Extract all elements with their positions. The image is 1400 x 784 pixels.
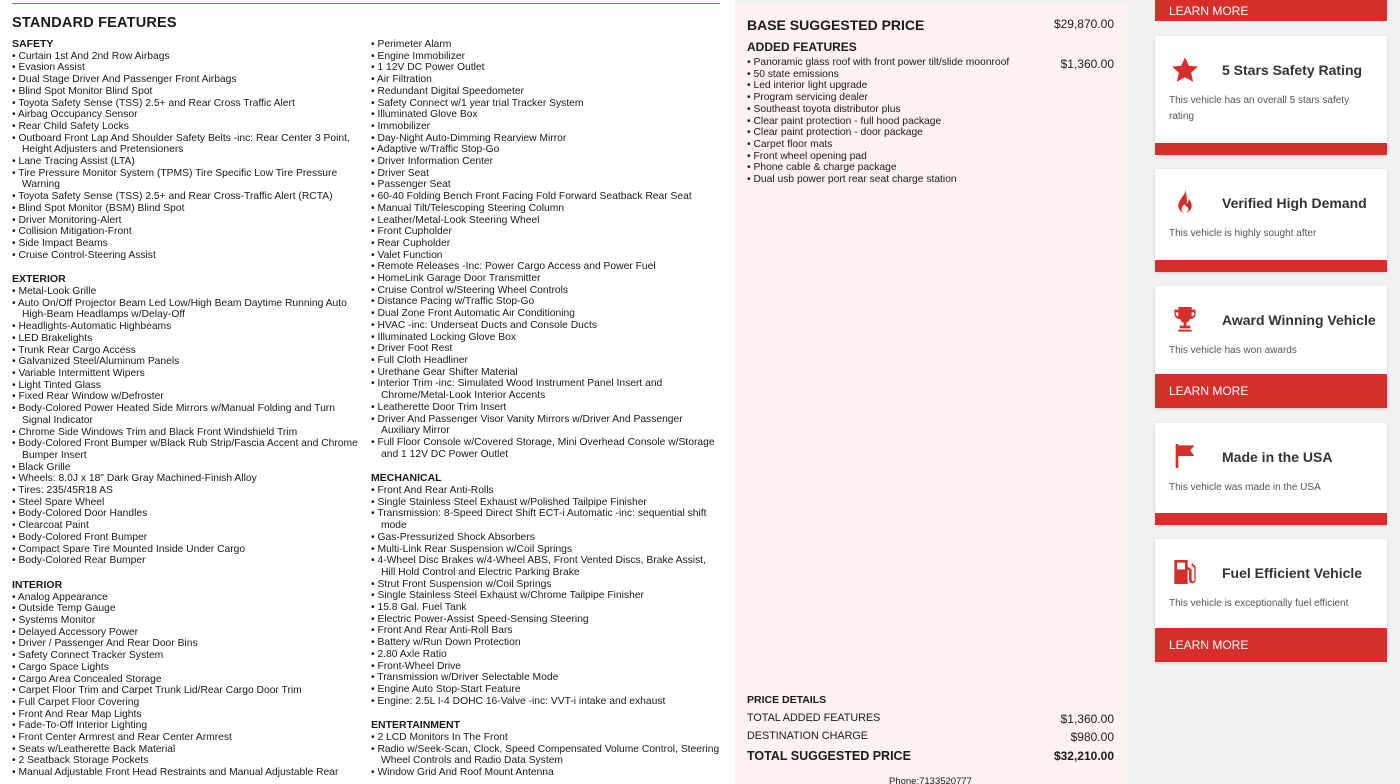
list-item: • Cargo Area Concealed Storage — [12, 674, 362, 686]
fuel-pump-icon — [1169, 556, 1201, 588]
list-item: • Phone cable & charge package — [747, 162, 1027, 174]
list-item: • Front And Rear Anti-Rolls — [371, 485, 723, 497]
list-item: • Leatherette Door Trim Insert — [371, 402, 723, 414]
list-item: • Cargo Space Lights — [12, 662, 362, 674]
total-price-row — [747, 749, 1114, 763]
list-item: • 4-Wheel Disc Brakes w/4-Wheel ABS, Front Vented Discs, Brake Assist, Hill Hold Control and Electric Parking Brake — [371, 555, 723, 578]
feature-section — [12, 39, 362, 261]
list-item: • Passenger Seat — [371, 179, 723, 191]
list-item: • Immobilizer — [371, 121, 723, 133]
list-item: • Clear paint protection - full hood package — [747, 116, 1027, 128]
list-item: • 60-40 Folding Bench Front Facing Fold Forward Seatback Rear Seat — [371, 191, 723, 203]
list-item: • Led interior light upgrade — [747, 80, 1027, 92]
card-accent-bar — [1155, 260, 1387, 272]
total-added-value: $1,360.00 — [1060, 712, 1114, 726]
destination-value: $980.00 — [1070, 730, 1114, 744]
base-price-value: $29,870.00 — [1053, 17, 1114, 31]
list-item: • Front And Rear Map Lights — [12, 709, 362, 721]
list-item: • Air Filtration — [371, 74, 723, 86]
list-item: • Distance Pacing w/Traffic Stop-Go — [371, 296, 723, 308]
card-title: Made in the USA — [1222, 449, 1333, 465]
list-item: • Wheels: 8.0J x 18" Dark Gray Machined-Finish Alloy — [12, 473, 362, 485]
list-item: • Cruise Control-Steering Assist — [12, 250, 362, 262]
card-description: This vehicle is exceptionally fuel efficient — [1169, 598, 1349, 609]
list-item: • HomeLink Garage Door Transmitter — [371, 273, 723, 285]
list-item: • Body-Colored Front Bumper — [12, 532, 362, 544]
list-item: • Clear paint protection - door package — [747, 127, 1027, 139]
list-item: • Curtain 1st And 2nd Row Airbags — [12, 51, 362, 63]
list-item: • Strut Front Suspension w/Coil Springs — [371, 579, 723, 591]
list-item: • Driver / Passenger And Rear Door Bins — [12, 638, 362, 650]
list-item: • 50 state emissions — [747, 69, 1027, 81]
list-item: • Collision Mitigation-Front — [12, 226, 362, 238]
dealer-phone: Phone:7133520777 — [889, 776, 972, 784]
card-description: This vehicle has an overall 5 stars safety rating — [1169, 95, 1350, 122]
list-item: • Full Floor Console w/Covered Storage, Mini Overhead Console w/Storage and 1 12V DC Power Outlet — [371, 437, 723, 460]
card-title: 5 Stars Safety Rating — [1222, 62, 1363, 78]
list-item: • Compact Spare Tire Mounted Inside Under Cargo — [12, 544, 362, 556]
list-item: • Engine Immobilizer — [371, 51, 723, 63]
star-icon — [1169, 54, 1201, 86]
feature-section-heading: MECHANICAL — [371, 472, 442, 485]
list-item: • Trunk Rear Cargo Access — [12, 345, 362, 357]
list-item: • Manual Tilt/Telescoping Steering Column — [371, 203, 723, 215]
card-fuel-efficient — [1155, 539, 1387, 662]
list-item: • Carpet Floor Trim and Carpet Trunk Lid/Rear Cargo Door Trim — [12, 685, 362, 697]
list-item: • Variable Intermittent Wipers — [12, 368, 362, 380]
list-item: • Metal-Look Grille — [12, 286, 362, 298]
list-item: • Body-Colored Door Handles — [12, 508, 362, 520]
list-item: • Fade-To-Off Interior Lighting — [12, 720, 362, 732]
card-made-in-usa — [1155, 423, 1387, 525]
list-item: • Multi-Link Rear Suspension w/Coil Springs — [371, 544, 723, 556]
list-item: • Adaptive w/Traffic Stop-Go — [371, 144, 723, 156]
flag-icon — [1169, 440, 1201, 472]
list-item: • Front-Wheel Drive — [371, 661, 723, 673]
list-item: • Delayed Accessory Power — [12, 627, 362, 639]
list-item: • Systems Monitor — [12, 615, 362, 627]
list-item: • Steel Spare Wheel — [12, 497, 362, 509]
list-item: • Single Stainless Steel Exhaust w/Polished Tailpipe Finisher — [371, 497, 723, 509]
list-item: • Panoramic glass roof with front power tilt/slide moonroof — [747, 57, 1027, 69]
list-item: • Front And Rear Anti-Roll Bars — [371, 625, 723, 637]
divider — [12, 3, 370, 4]
list-item: • Front Cupholder — [371, 226, 723, 238]
features-column-right — [371, 39, 723, 784]
list-item: • Single Stainless Steel Exhaust w/Chrome Tailpipe Finisher — [371, 590, 723, 602]
list-item: • Transmission: 8-Speed Direct Shift ECT-i Automatic -inc: sequential shift mode — [371, 508, 723, 531]
feature-section — [371, 39, 723, 460]
destination-label: DESTINATION CHARGE — [747, 730, 868, 742]
card-accent-bar — [1155, 143, 1387, 155]
list-item: • Safety Connect w/1 year trial Tracker System — [371, 98, 723, 110]
added-features-list — [747, 57, 1027, 186]
card-title: Verified High Demand — [1222, 195, 1367, 211]
feature-section — [12, 274, 362, 567]
list-item: • Carpet floor mats — [747, 139, 1027, 151]
list-item: • Black Grille — [12, 462, 362, 474]
list-item: • Dual Zone Front Automatic Air Conditioning — [371, 308, 723, 320]
list-item: • Gas-Pressurized Shock Absorbers — [371, 532, 723, 544]
list-item: • Body-Colored Front Bumper w/Black Rub Strip/Fascia Accent and Chrome Bumper Insert — [12, 438, 362, 461]
list-item: • Illuminated Locking Glove Box — [371, 332, 723, 344]
list-item: • Engine Auto Stop-Start Feature — [371, 684, 723, 696]
list-item: • Program servicing dealer — [747, 92, 1027, 104]
standard-features-title: STANDARD FEATURES — [12, 15, 177, 31]
list-item: • Leather/Metal-Look Steering Wheel — [371, 215, 723, 227]
list-item: • Southeast toyota distributor plus — [747, 104, 1027, 116]
list-item: • Driver And Passenger Visor Vanity Mirrors w/Driver And Passenger Auxiliary Mirror — [371, 414, 723, 437]
feature-section — [371, 473, 723, 707]
card-title: Award Winning Vehicle — [1222, 312, 1376, 328]
list-item: • Rear Cupholder — [371, 238, 723, 250]
list-item: • Window Grid And Roof Mount Antenna — [371, 767, 723, 779]
card-award-winning — [1155, 286, 1387, 408]
list-item: • Radio w/Seek-Scan, Clock, Speed Compensated Volume Control, Steering Wheel Controls and Radio Data System — [371, 744, 723, 767]
list-item: • Perimeter Alarm — [371, 39, 723, 51]
list-item: • Driver Information Center — [371, 156, 723, 168]
feature-section-heading: SAFETY — [12, 38, 54, 50]
list-item: • Dual usb power port rear seat charge station — [747, 174, 1027, 186]
list-item: • Full Carpet Floor Covering — [12, 697, 362, 709]
list-item: • Toyota Safety Sense (TSS) 2.5+ and Rear Cross-Traffic Alert (RCTA) — [12, 191, 362, 203]
list-item: • Driver Seat — [371, 168, 723, 180]
list-item: • Blind Spot Monitor (BSM) Blind Spot — [12, 203, 362, 215]
card-description: This vehicle is highly sought after — [1169, 228, 1317, 239]
list-item: • Dual Stage Driver And Passenger Front Airbags — [12, 74, 362, 86]
list-item: • Interior Trim -inc: Simulated Wood Instrument Panel Insert and Chrome/Metal-Look Interior Accents — [371, 378, 723, 401]
card-high-demand — [1155, 169, 1387, 272]
list-item: • Analog Appearance — [12, 592, 362, 604]
total-price-value: $32,210.00 — [1053, 749, 1114, 763]
list-item: • Urethane Gear Shifter Material — [371, 367, 723, 379]
destination-row — [747, 730, 1114, 744]
list-item: • 15.8 Gal. Fuel Tank — [371, 602, 723, 614]
feature-section — [371, 720, 723, 779]
added-features-label: ADDED FEATURES — [747, 40, 857, 54]
list-item: • Transmission w/Driver Selectable Mode — [371, 672, 723, 684]
list-item: • Driver Monitoring-Alert — [12, 215, 362, 227]
list-item: • 2.80 Axle Ratio — [371, 649, 723, 661]
list-item: • Day-Night Auto-Dimming Rearview Mirror — [371, 133, 723, 145]
list-item: • 1 12V DC Power Outlet — [371, 62, 723, 74]
learn-more-button[interactable]: LEARN MORE — [1155, 628, 1387, 662]
list-item: • Body-Colored Rear Bumper — [12, 555, 362, 567]
divider — [370, 3, 720, 4]
list-item: • Front Center Armrest and Rear Center Armrest — [12, 732, 362, 744]
list-item: • HVAC -inc: Underseat Ducts and Console Ducts — [371, 320, 723, 332]
list-item: • Blind Spot Monitor Blind Spot — [12, 86, 362, 98]
list-item: • Body-Colored Power Heated Side Mirrors w/Manual Folding and Turn Signal Indicator — [12, 403, 362, 426]
total-added-row — [747, 712, 1114, 726]
list-item: • Airbag Occupancy Sensor — [12, 109, 362, 121]
list-item: • Illuminated Glove Box — [371, 109, 723, 121]
list-item: • Manual Adjustable Front Head Restraints and Manual Adjustable Rear — [12, 767, 362, 779]
price-panel — [735, 4, 1127, 784]
list-item: • Electric Power-Assist Speed-Sensing Steering — [371, 614, 723, 626]
learn-more-button[interactable]: LEARN MORE — [1155, 0, 1387, 21]
list-item: • Cruise Control w/Steering Wheel Controls — [371, 285, 723, 297]
list-item: • Auto On/Off Projector Beam Led Low/High Beam Daytime Running Auto High-Beam Headlamps w/Delay-Off — [12, 298, 362, 321]
trophy-icon — [1169, 303, 1201, 335]
list-item: • Full Cloth Headliner — [371, 355, 723, 367]
card-accent-bar — [1155, 513, 1387, 525]
flame-icon — [1169, 186, 1201, 218]
price-details-label: PRICE DETAILS — [747, 694, 827, 706]
list-item: • 2 Seatback Storage Pockets — [12, 755, 362, 767]
list-item: • Lane Tracing Assist (LTA) — [12, 156, 362, 168]
list-item: • Redundant Digital Speedometer — [371, 86, 723, 98]
list-item: • Chrome Side Windows Trim and Black Front Windshield Trim — [12, 427, 362, 439]
list-item: • Front wheel opening pad — [747, 151, 1027, 163]
list-item: • Valet Function — [371, 250, 723, 262]
list-item: • Fixed Rear Window w/Defroster — [12, 391, 362, 403]
list-item: • Headlights-Automatic Highbeams — [12, 321, 362, 333]
total-added-label: TOTAL ADDED FEATURES — [747, 712, 881, 724]
card-description: This vehicle was made in the USA — [1169, 482, 1321, 493]
list-item: • Outboard Front Lap And Shoulder Safety Belts -inc: Rear Center 3 Point, Height Adjusters and Pretensioners — [12, 133, 362, 156]
added-features-price: $1,360.00 — [1060, 57, 1114, 71]
list-item: • Clearcoat Paint — [12, 520, 362, 532]
list-item: • Tire Pressure Monitor System (TPMS) Tire Specific Low Tire Pressure Warning — [12, 168, 362, 191]
base-price-label: BASE SUGGESTED PRICE — [747, 17, 925, 33]
list-item: • Driver Foot Rest — [371, 343, 723, 355]
list-item: • Tires: 235/45R18 AS — [12, 485, 362, 497]
list-item: • Light Tinted Glass — [12, 380, 362, 392]
card-safety-rating — [1155, 36, 1387, 155]
card-description: This vehicle has won awards — [1169, 345, 1297, 356]
feature-section-heading: ENTERTAINMENT — [371, 719, 461, 732]
total-price-label: TOTAL SUGGESTED PRICE — [747, 749, 911, 763]
list-item: • Galvanized Steel/Aluminum Panels — [12, 356, 362, 368]
list-item: • Battery w/Run Down Protection — [371, 637, 723, 649]
learn-more-button[interactable]: LEARN MORE — [1155, 374, 1387, 408]
list-item: • Rear Child Safety Locks — [12, 121, 362, 133]
card-title: Fuel Efficient Vehicle — [1222, 565, 1363, 581]
list-item: • LED Brakelights — [12, 333, 362, 345]
list-item: • Safety Connect Tracker System — [12, 650, 362, 662]
list-item: • Seats w/Leatherette Back Material — [12, 744, 362, 756]
feature-section — [12, 580, 362, 779]
list-item: • Outside Temp Gauge — [12, 603, 362, 615]
list-item: • Toyota Safety Sense (TSS) 2.5+ and Rear Cross Traffic Alert — [12, 98, 362, 110]
list-item: • Side Impact Beams — [12, 238, 362, 250]
list-item: • Remote Releases -Inc: Power Cargo Access and Power Fuel — [371, 261, 723, 273]
list-item: • Evasion Assist — [12, 62, 362, 74]
list-item: • 2 LCD Monitors In The Front — [371, 732, 723, 744]
feature-section-heading: INTERIOR — [12, 578, 63, 591]
features-column-left — [12, 39, 362, 784]
feature-section-heading: EXTERIOR — [12, 273, 66, 286]
list-item: • Engine: 2.5L I-4 DOHC 16-Valve -inc: VVT-i intake and exhaust — [371, 696, 723, 708]
